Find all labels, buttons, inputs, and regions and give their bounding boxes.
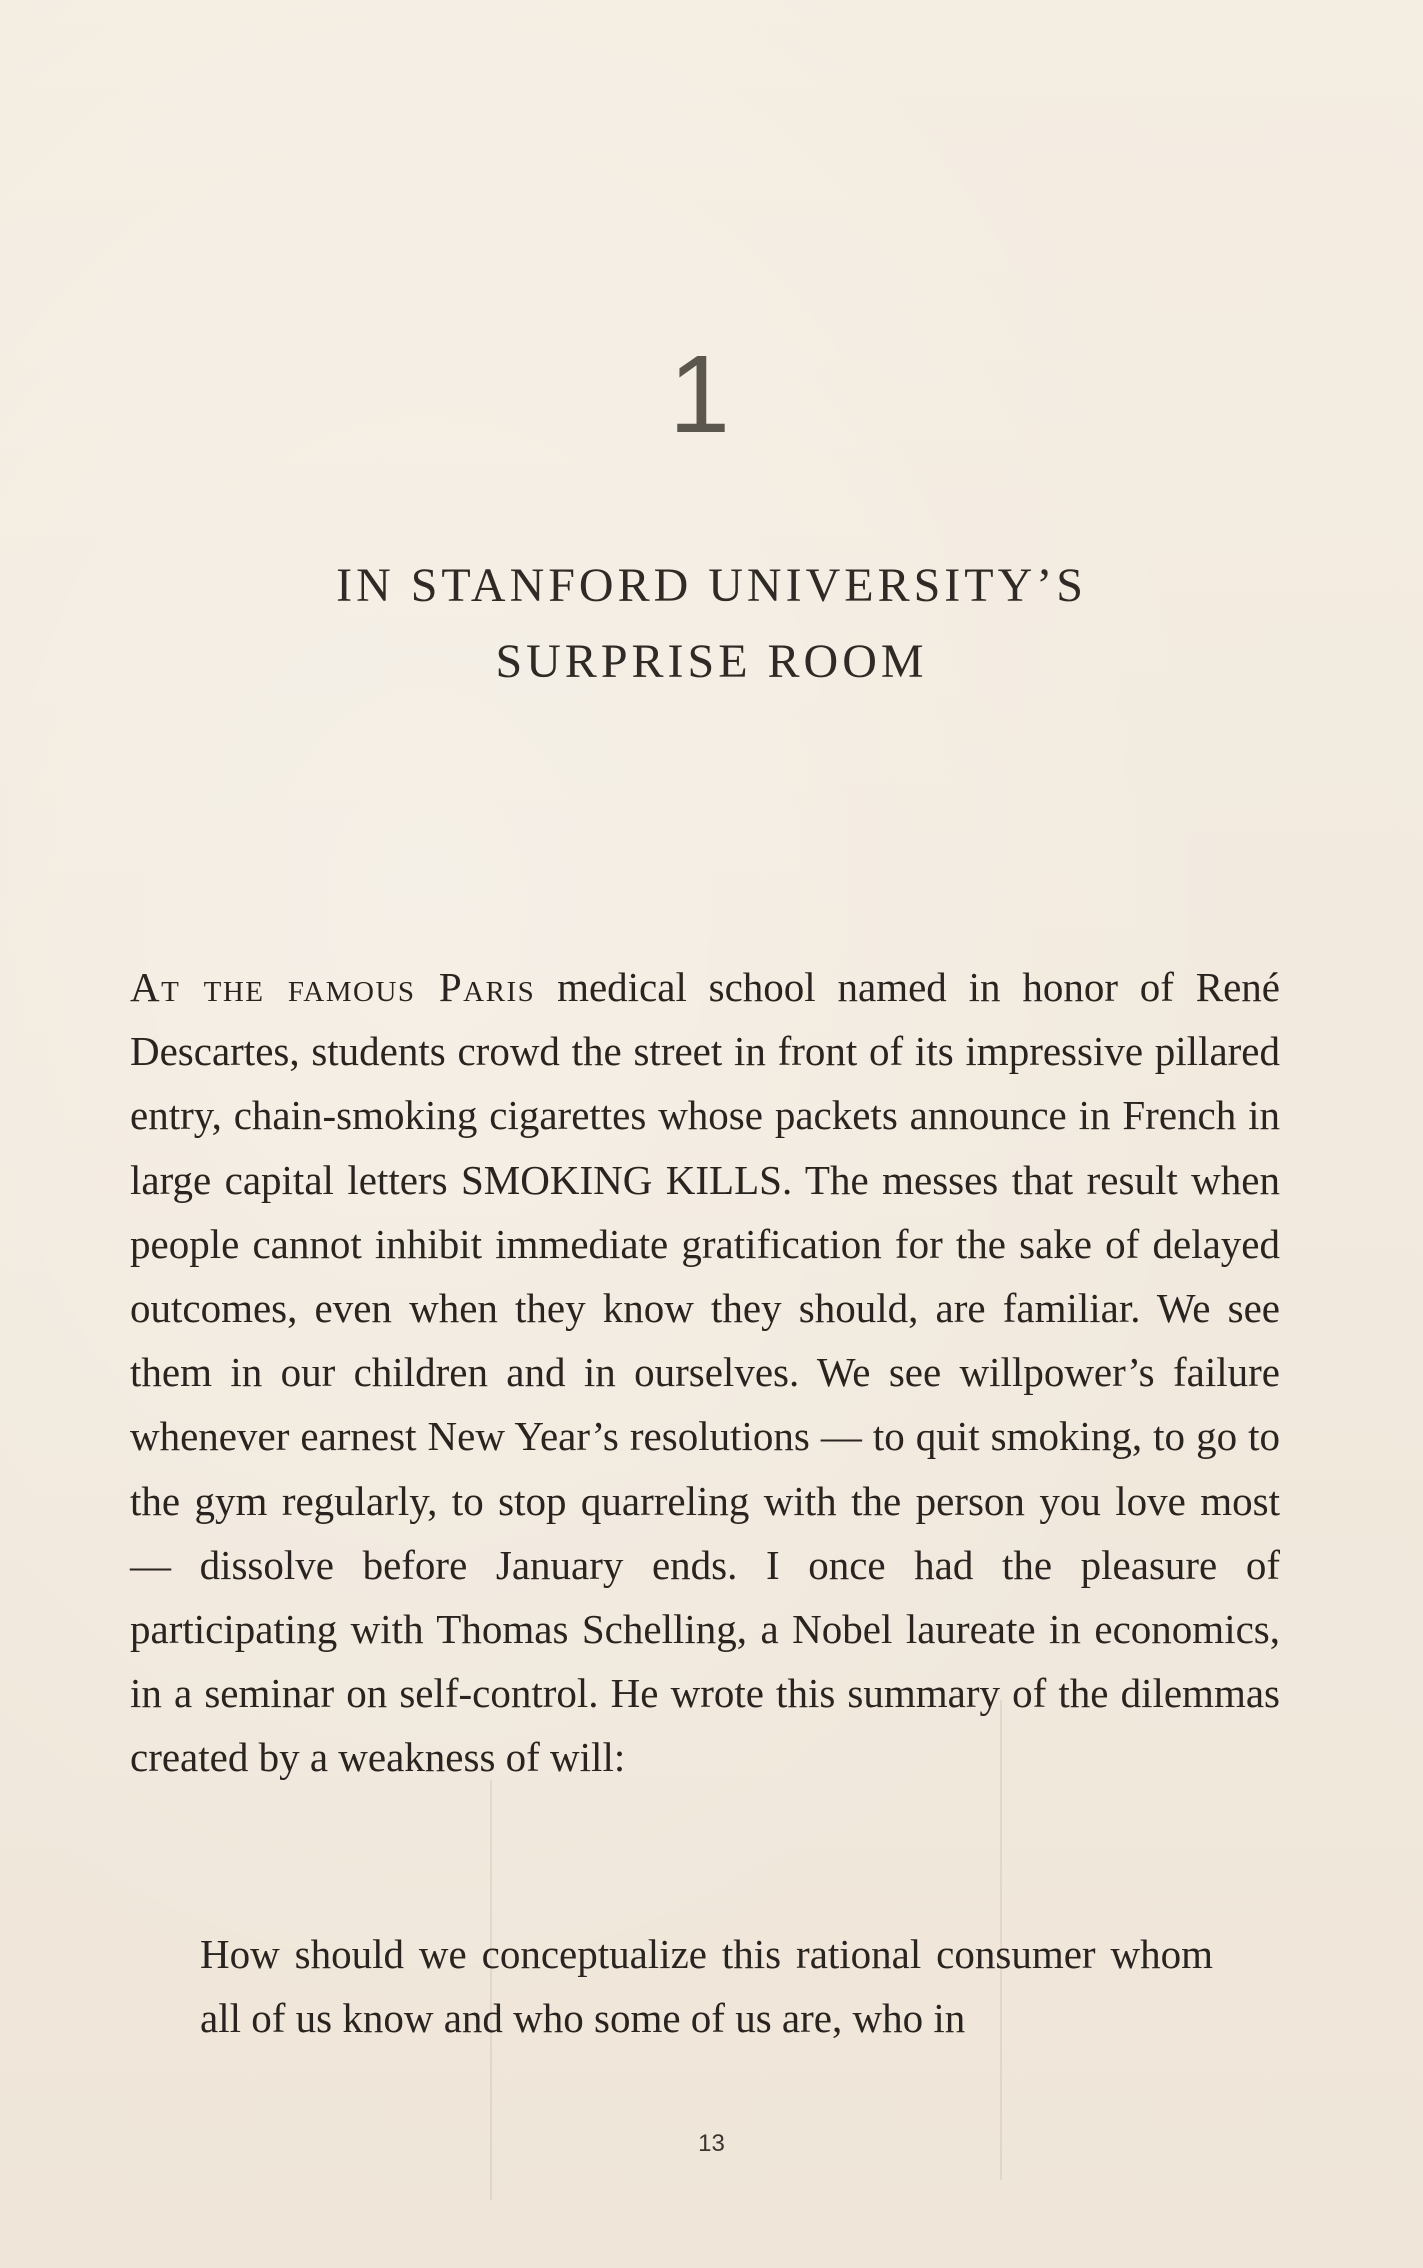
chapter-number: 1 xyxy=(668,333,731,456)
quote-text: How should we conceptualize this rational consumer whom all of us know and who some of us are, who in xyxy=(200,1931,1213,2041)
chapter-title xyxy=(0,548,1423,700)
paragraph-text: medical school named in honor of René Descartes, students crowd the street in front of its impressive pillared entry, chain-smoking cigarettes whose packets announce in French in large capital letters SMOKING KILLS. The messes that result when people cannot inhibit immediate gratification for the sake of delayed outcomes, even when they know they should, are familiar. We see them in our children and in ourselves. We see willpower’s failure whenever earnest New Year’s resolutions — to quit smoking, to go to the gym regularly, to stop quarreling with the person you love most — dissolve before January ends. I once had the pleasure of participating with Thomas Schelling, a Nobel laureate in economics, in a seminar on self-control. He wrote this summary of the dilemmas created by a weakness of will: xyxy=(130,964,1280,1781)
chapter-title-line-2: SURPRISE ROOM xyxy=(495,635,928,688)
body-paragraph xyxy=(130,955,1280,1790)
chapter-title-line-1: IN STANFORD UNIVERSITY’S xyxy=(336,559,1087,612)
page-number: 13 xyxy=(698,2130,725,2157)
block-quote xyxy=(200,1922,1213,2050)
lead-in-text: At the famous Paris xyxy=(130,964,536,1010)
